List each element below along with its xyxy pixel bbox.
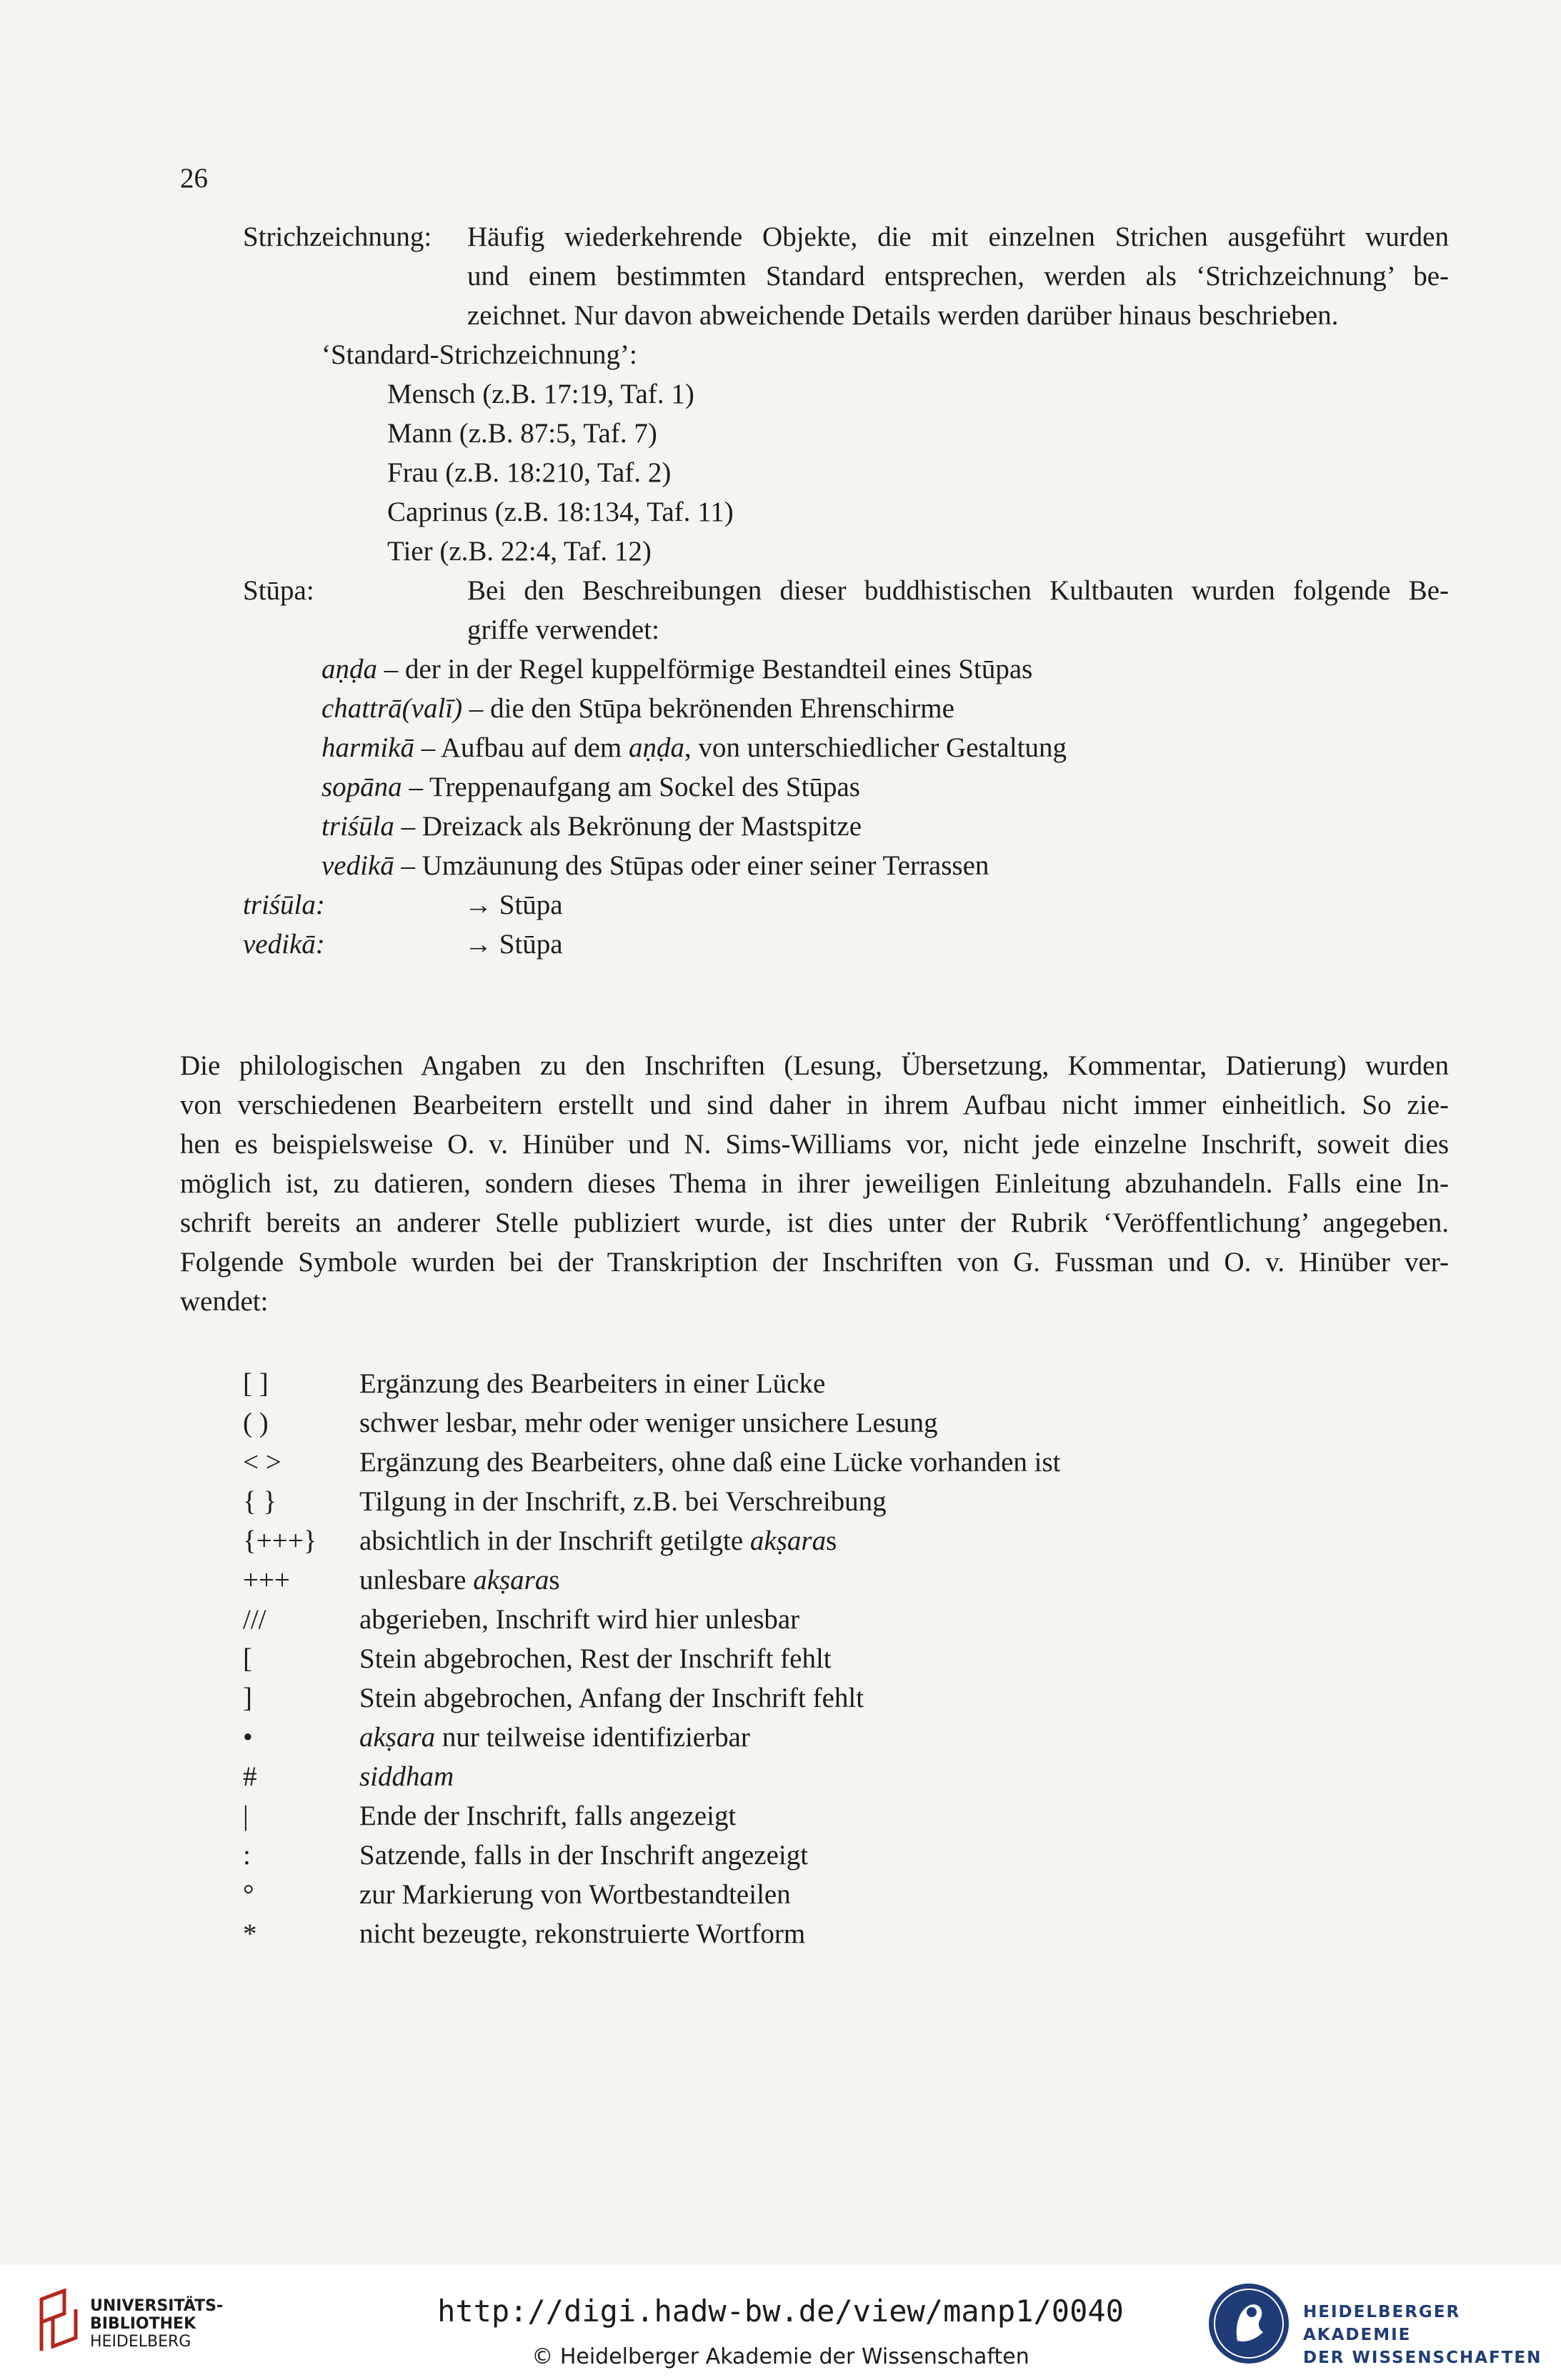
footer-bar — [0, 2265, 1561, 2380]
paragraph-line: wendet: — [180, 1286, 269, 1317]
stupa-term: vedikā — [321, 850, 394, 881]
page-number: 26 — [180, 163, 208, 194]
symbol: • — [243, 1722, 253, 1753]
symbol: [ — [243, 1643, 252, 1674]
standard-item: Mann (z.B. 87:5, Taf. 7) — [387, 418, 657, 449]
symbol: < > — [243, 1447, 281, 1478]
symbol: | — [243, 1801, 249, 1831]
symbol-desc: Ende der Inschrift, falls angezeigt — [359, 1801, 737, 1831]
stupa-line-2: griffe verwendet: — [467, 614, 659, 645]
stupa-label: Stūpa: — [243, 575, 314, 606]
symbol: ( ) — [243, 1408, 269, 1438]
stupa-term-def: Umzäunung des Stūpas oder einer seiner Terrassen — [422, 850, 989, 881]
stupa-term: sopāna — [321, 772, 402, 802]
symbol-desc: unlesbare akṣaras — [359, 1565, 560, 1595]
paragraph-line: schrift bereits an anderer Stelle publiziert wurde, ist dies unter der Rubrik ‘Veröffentlichung’ angegeben. — [180, 1208, 1449, 1238]
stupa-term-def: die den Stūpa bekrönenden Ehrenschirme — [490, 693, 954, 724]
xref-term: vedikā: — [243, 929, 325, 960]
strich-line-1: Häufig wiederkehrende Objekte, die mit einzelnen Strichen ausgeführt wurden — [467, 221, 1449, 252]
strich-label: Strichzeichnung: — [243, 221, 432, 252]
academy-name: HEIDELBERGER AKADEMIE DER WISSENSCHAFTEN — [1303, 2303, 1542, 2367]
source-url-link[interactable]: http://digi.hadw-bw.de/view/manp1/0040 — [437, 2294, 1124, 2329]
symbol: +++ — [243, 1565, 290, 1595]
symbol: ] — [243, 1683, 252, 1713]
stupa-term-row: sopāna – Treppenaufgang am Sockel des Stūpas — [321, 772, 860, 802]
standard-item: Caprinus (z.B. 18:134, Taf. 11) — [387, 497, 734, 527]
symbol: * — [243, 1918, 257, 1949]
symbol-desc: zur Markierung von Wortbestandteilen — [359, 1879, 791, 1910]
standard-heading: ‘Standard-Strichzeichnung’: — [321, 339, 637, 370]
stupa-term: chattrā(valī) — [321, 693, 463, 724]
paragraph-line: Folgende Symbole wurden bei der Transkription der Inschriften von G. Fussman und O. v. Hinüber ver- — [180, 1247, 1449, 1278]
symbol: /// — [243, 1604, 266, 1635]
stupa-term-row: chattrā(valī) – die den Stūpa bekrönenden Ehrenschirme — [321, 693, 954, 724]
copyright-notice: © Heidelberger Akademie der Wissenschaften — [532, 2344, 1029, 2369]
standard-item: Mensch (z.B. 17:19, Taf. 1) — [387, 379, 694, 409]
stupa-term-def: Treppenaufgang am Sockel des Stūpas — [429, 772, 860, 802]
symbol: { } — [243, 1486, 277, 1517]
strich-line-3: zeichnet. Nur davon abweichende Details werden darüber hinaus beschrieben. — [467, 300, 1339, 331]
stupa-term-row: aṇḍa – der in der Regel kuppelförmige Bestandteil eines Stūpas — [321, 654, 1033, 684]
symbol-desc: abgerieben, Inschrift wird hier unlesbar — [359, 1604, 800, 1635]
standard-item: Tier (z.B. 22:4, Taf. 12) — [387, 536, 652, 567]
xref-term: triśūla: — [243, 890, 325, 920]
paragraph-line: hen es beispielsweise O. v. Hinüber und N. Sims-Williams vor, nicht jede einzelne Inschrift, soweit dies — [180, 1129, 1449, 1160]
symbol: # — [243, 1761, 257, 1792]
university-library-name: UNIVERSITÄTS- BIBLIOTHEK HEIDELBERG — [90, 2297, 224, 2351]
stupa-line-1: Bei den Beschreibungen dieser buddhistischen Kultbauten wurden folgende Be- — [467, 575, 1449, 606]
paragraph-line: möglich ist, zu datieren, sondern dieses Thema in ihrer jeweiligen Einleitung abzuhandeln. Falls eine In- — [180, 1168, 1449, 1199]
academy-seal-icon — [1206, 2281, 1292, 2366]
strich-line-2: und einem bestimmten Standard entsprechen, werden als ‘Strichzeichnung’ be- — [467, 261, 1449, 292]
symbol-desc: Ergänzung des Bearbeiters in einer Lücke — [359, 1368, 826, 1399]
stupa-term-row: harmikā – Aufbau auf dem aṇḍa, von unterschiedlicher Gestaltung — [321, 732, 1067, 763]
symbol-desc: siddham — [359, 1761, 454, 1792]
standard-item: Frau (z.B. 18:210, Taf. 2) — [387, 457, 672, 488]
symbol-desc: schwer lesbar, mehr oder weniger unsichere Lesung — [359, 1408, 938, 1438]
symbol-desc: nicht bezeugte, rekonstruierte Wortform — [359, 1918, 806, 1949]
stupa-term: triśūla — [321, 811, 394, 842]
symbol-desc: Stein abgebrochen, Rest der Inschrift fehlt — [359, 1643, 832, 1674]
symbol-desc: Tilgung in der Inschrift, z.B. bei Verschreibung — [359, 1486, 887, 1517]
symbol-desc: akṣara nur teilweise identifizierbar — [359, 1722, 750, 1753]
symbol-desc: Ergänzung des Bearbeiters, ohne daß eine Lücke vorhanden ist — [359, 1447, 1061, 1478]
symbol-desc: absichtlich in der Inschrift getilgte akṣaras — [359, 1525, 837, 1556]
stupa-term-row: vedikā – Umzäunung des Stūpas oder einer seiner Terrassen — [321, 850, 989, 881]
stupa-term: aṇḍa — [321, 654, 377, 684]
paragraph-line: Die philologischen Angaben zu den Inschriften (Lesung, Übersetzung, Kommentar, Datierung) wurden — [180, 1050, 1449, 1081]
stupa-term-def: Dreizack als Bekrönung der Mastspitze — [422, 811, 862, 842]
symbol-desc: Satzende, falls in der Inschrift angezeigt — [359, 1840, 809, 1871]
symbol: : — [243, 1840, 251, 1871]
symbol: ° — [243, 1879, 254, 1910]
symbol-desc: Stein abgebrochen, Anfang der Inschrift fehlt — [359, 1683, 864, 1713]
xref-target: → Stūpa — [464, 890, 563, 920]
paragraph-line: von verschiedenen Bearbeitern erstellt und sind daher in ihrem Aufbau nicht immer einheitlich. So zie- — [180, 1090, 1449, 1120]
xref-target: → Stūpa — [464, 929, 563, 960]
symbol: {+++} — [243, 1525, 317, 1556]
stupa-term-row: triśūla – Dreizack als Bekrönung der Mastspitze — [321, 811, 862, 842]
stupa-term: harmikā — [321, 732, 414, 763]
stupa-term-def: der in der Regel kuppelförmige Bestandteil eines Stūpas — [405, 654, 1033, 684]
symbol: [ ] — [243, 1368, 269, 1399]
